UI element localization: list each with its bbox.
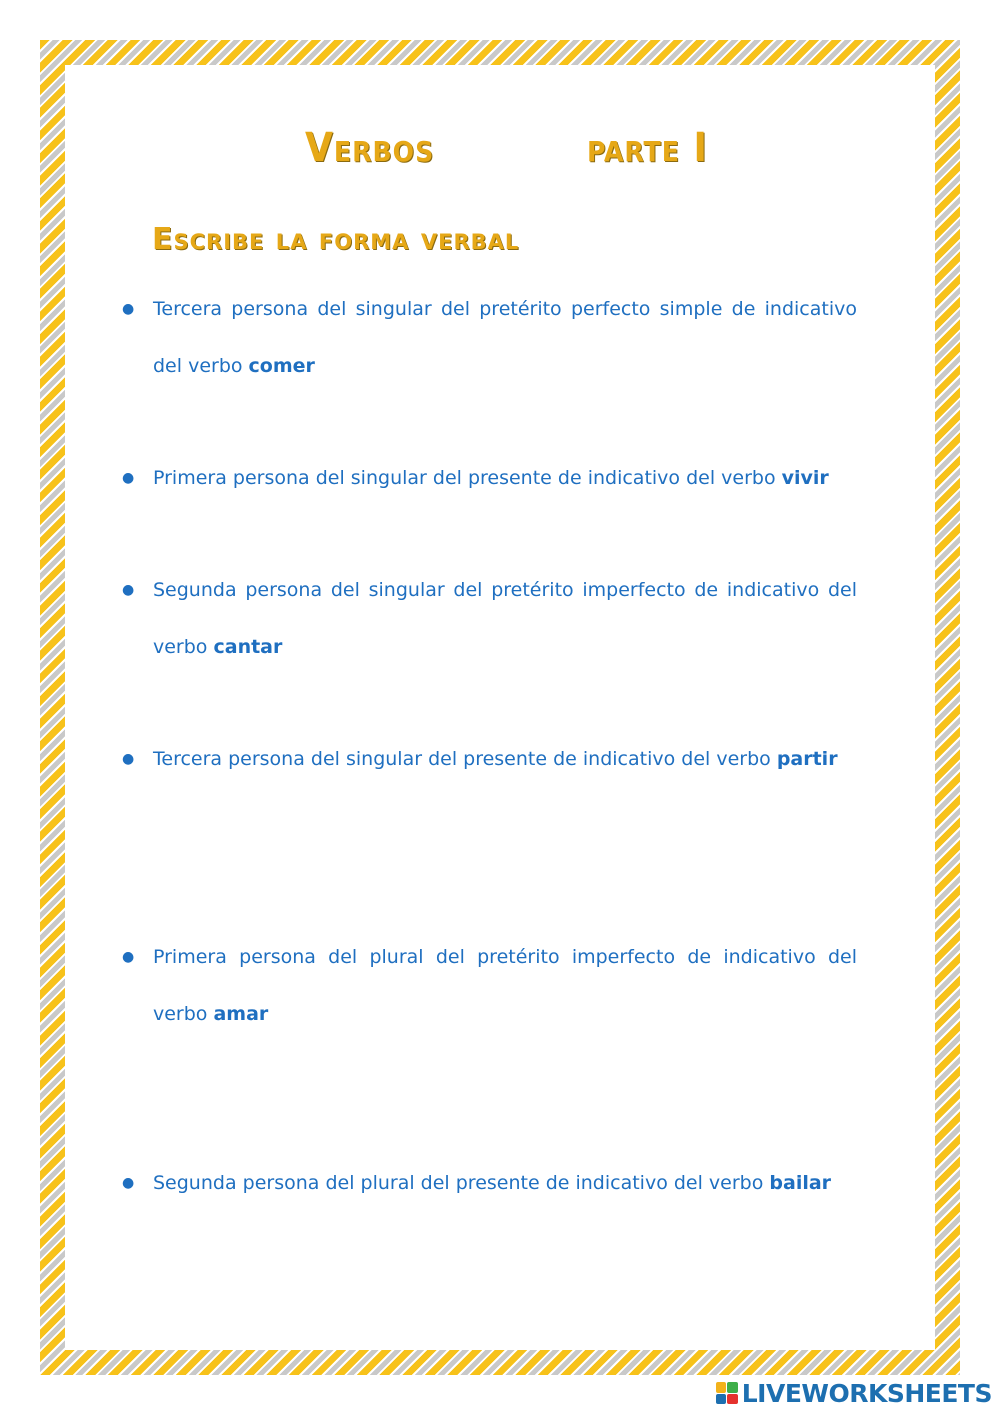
page-title-part: parte I (587, 125, 708, 171)
verb-label: partir (776, 748, 838, 770)
exercise-prompt (153, 450, 857, 507)
exercise-prompt (153, 562, 857, 676)
exercise-text: Segunda persona del singular del pretérito imperfecto de indicativo del verbo (153, 579, 857, 658)
liveworksheets-logo (716, 1379, 992, 1407)
exercise-text: Tercera persona del singular del pretérito perfecto simple de indicativo del verbo (153, 298, 857, 377)
bullet-icon: ● (122, 470, 135, 486)
verb-label: comer (248, 355, 315, 377)
exercise-prompt (153, 731, 857, 788)
bullet-icon: ● (122, 751, 135, 767)
bullet-icon: ● (122, 1175, 135, 1191)
exercise-item (122, 450, 857, 507)
liveworksheets-logo-icon (716, 1382, 738, 1404)
exercise-item (122, 1155, 857, 1212)
exercise-item (122, 562, 857, 676)
exercise-item (122, 731, 857, 788)
exercise-text: Segunda persona del plural del presente de indicativo del verbo (153, 1172, 770, 1194)
verb-label: bailar (769, 1172, 832, 1194)
liveworksheets-logo-text: LIVEWORKSHEETS (741, 1378, 992, 1408)
bullet-icon: ● (122, 301, 135, 317)
exercise-text: Tercera persona del singular del presente de indicativo del verbo (153, 748, 777, 770)
exercise-prompt (153, 281, 857, 395)
exercise-prompt (153, 1155, 857, 1212)
verb-label: cantar (213, 636, 283, 658)
bullet-icon: ● (122, 582, 135, 598)
exercise-text: Primera persona del plural del pretérito imperfecto de indicativo del verbo (153, 946, 857, 1025)
instructions-heading: Escribe la forma verbal (152, 222, 520, 257)
verb-label: amar (213, 1003, 269, 1025)
exercise-prompt (153, 929, 857, 1043)
verb-label: vivir (781, 467, 829, 489)
exercise-item (122, 281, 857, 395)
bullet-icon: ● (122, 949, 135, 965)
exercise-text: Primera persona del singular del presente de indicativo del verbo (153, 467, 782, 489)
exercise-item (122, 929, 857, 1043)
page-title: Verbos (305, 125, 435, 171)
